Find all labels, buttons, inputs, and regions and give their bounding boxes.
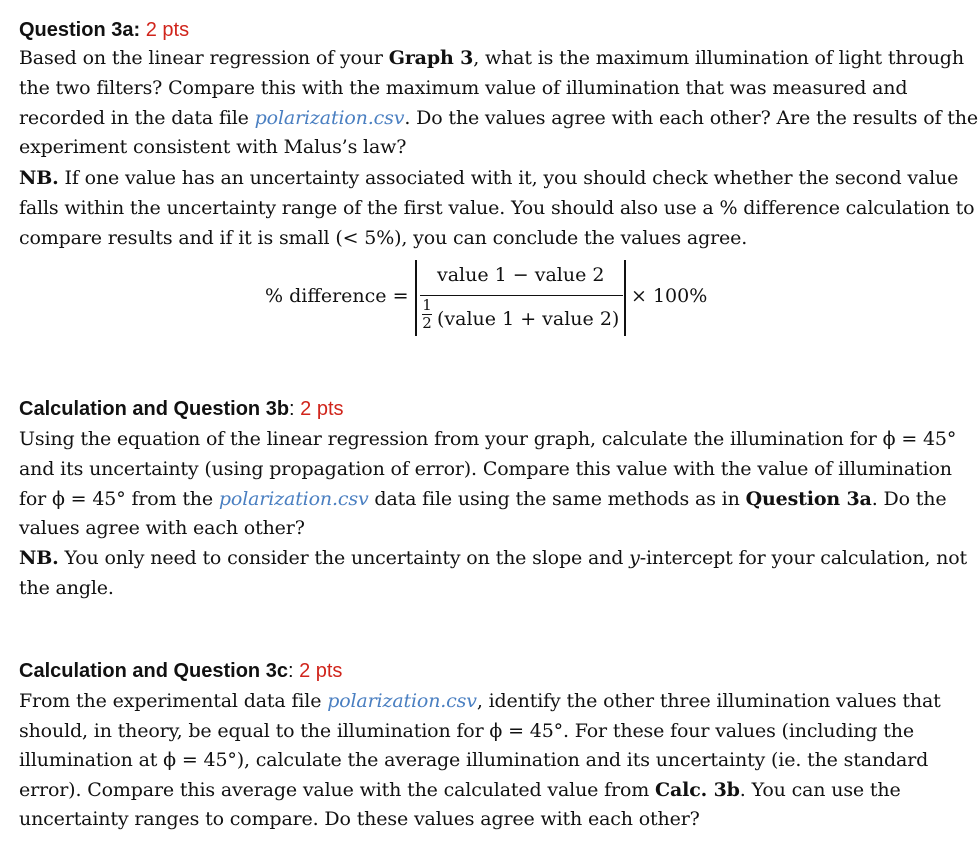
abs-bar-left <box>415 260 417 336</box>
q3c-heading-line: Calculation and Question 3c: 2 pts <box>19 660 343 682</box>
fraction-line <box>420 295 623 296</box>
q3b-nb-line-2: the angle. <box>19 577 114 599</box>
file-link[interactable]: polarization.csv <box>218 488 369 510</box>
formula-half: 1 2 <box>422 296 432 332</box>
q3c-line-1: From the experimental data file polarization.csv, identify the other three illumination values that <box>19 690 941 712</box>
formula-denominator: (value 1 + value 2) <box>437 308 620 330</box>
q3b-line-2: and its uncertainty (using propagation of error). Compare this value with the value of illumination <box>19 458 952 480</box>
q3a-line-3: recorded in the data file polarization.csv. Do the values agree with each other? Are the results of the <box>19 107 978 129</box>
q3a-heading-line <box>19 18 189 42</box>
q3a-nb-line-3: compare results and if it is small (< 5%), you can conclude the values agree. <box>19 227 748 249</box>
file-link[interactable]: polarization.csv <box>327 690 477 712</box>
q3c-line-4: error). Compare this average value with the calculated value from Calc. 3b. You can use the <box>19 779 901 801</box>
q3c-line-3: illumination at ϕ = 45°), calculate the average illumination and its uncertainty (ie. the standard <box>19 749 929 771</box>
q3a-heading: Question 3a: <box>19 19 141 41</box>
q3b-nb-line-1: NB. You only need to consider the uncertainty on the slope and y-intercept for your calculation, not <box>19 547 967 569</box>
q3c-line-2: should, in theory, be equal to the illumination for ϕ = 45°. For these four values (including the <box>19 720 914 742</box>
q3b-line-3: for ϕ = 45° from the polarization.csv data file using the same methods as in Question 3a. Do the <box>19 488 947 510</box>
q3b-line-4: values agree with each other? <box>19 517 305 539</box>
q3b-heading: Calculation and Question 3b <box>19 398 290 420</box>
formula-label: % difference = <box>265 285 409 307</box>
q3a-points: 2 pts <box>145 19 190 41</box>
q3c-points: 2 pts <box>299 660 343 682</box>
percent-difference-formula <box>0 258 978 338</box>
q3a-nb-line-1: NB. If one value has an uncertainty associated with it, you should check whether the second value <box>19 167 959 189</box>
q3c-heading: Calculation and Question 3c <box>19 660 288 682</box>
q3b-points: 2 pts <box>300 398 344 420</box>
q3b-line-1: Using the equation of the linear regression from your graph, calculate the illumination for ϕ = 45° <box>19 428 957 450</box>
q3a-line-2: the two filters? Compare this with the maximum value of illumination that was measured and <box>19 77 908 99</box>
formula-times: × 100% <box>631 285 708 307</box>
q3b-heading-line: Calculation and Question 3b: 2 pts <box>19 398 344 420</box>
q3a-nb-line-2: falls within the uncertainty range of the first value. You should also use a % difference calculation to <box>19 197 975 219</box>
q3a-line-1: Based on the linear regression of your Graph 3, what is the maximum illumination of light through <box>19 47 964 69</box>
q3a-line-4: experiment consistent with Malus’s law? <box>19 136 407 158</box>
formula-numerator: value 1 − value 2 <box>437 264 605 286</box>
file-link[interactable]: polarization.csv <box>254 107 405 129</box>
q3c-line-5: uncertainty ranges to compare. Do these values agree with each other? <box>19 808 700 830</box>
abs-bar-right <box>624 260 626 336</box>
